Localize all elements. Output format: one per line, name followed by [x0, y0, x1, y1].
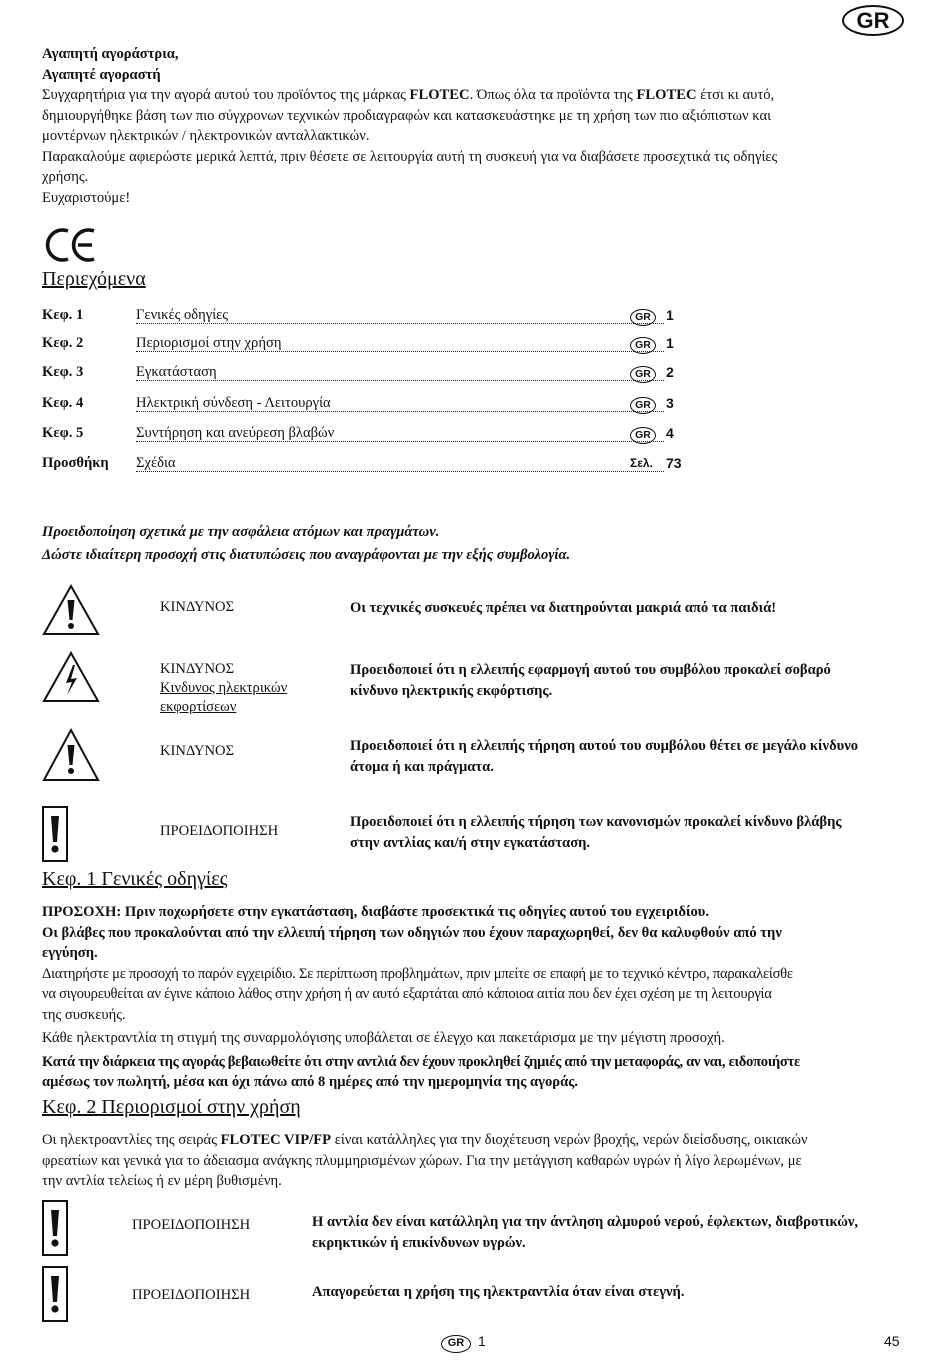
toc-page-number: 3: [666, 395, 674, 411]
toc-page-number: 1: [666, 307, 674, 323]
warning-text: [312, 1212, 912, 1253]
warning-triangle-icon: [42, 728, 100, 782]
safety-text-line: άτομα ή και πράγματα.: [350, 758, 494, 775]
toc-row[interactable]: [42, 425, 702, 447]
warning-text-line: Η αντλία δεν είναι κατάλληλη για την άντληση αλμυρού νερού, έφλεκτων, διαβροτικών,: [312, 1214, 859, 1230]
intro-text: Συγχαρητήρια για την αγορά αυτού του προϊόντος της μάρκας: [42, 87, 410, 103]
chapter-1-warning: Οι βλάβες που προκαλούνται από την ελλειπή τήρηση των οδηγιών που έχουν παραχωρηθεί, δεν θα καλυφθούν από την: [42, 924, 782, 941]
safety-text-line: Προειδοποιεί ότι η ελλειπής τήρηση των κανονισμών προκαλεί κίνδυνο βλάβης: [350, 814, 842, 830]
toc-page-number: 4: [666, 425, 674, 441]
exclamation-box-icon: [42, 1200, 68, 1256]
intro-line-2: δημιουργήθηκε βάση των πιο σύγχρονων τεχνικών προδιαγραφών και κατασκευάστηκε με τη χρήση των πιο αξιόπιστων και: [42, 107, 772, 124]
toc-chapter-number: Κεφ. 1: [42, 307, 84, 323]
language-badge: GR: [842, 5, 904, 36]
footer-section-page: 1: [478, 1333, 486, 1349]
toc-chapter-title: Περιορισμοί στην χρήση: [136, 335, 282, 351]
chapter-1-paragraph: της συσκευής.: [42, 1006, 126, 1023]
warning-text: Απαγορεύεται η χρήση της ηλεκτραντλία όταν είναι στεγνή.: [312, 1284, 685, 1300]
safety-text-line: Προειδοποιεί ότι η ελλειπής εφαρμογή αυτού του συμβόλου προκαλεί σοβαρό: [350, 662, 831, 678]
safety-text: [350, 660, 910, 701]
warning-triangle-icon: [42, 584, 100, 636]
intro-text: . Όπως όλα τα προϊόντα της: [469, 87, 637, 103]
toc-row[interactable]: [42, 335, 702, 357]
toc-page-label: Σελ.: [630, 456, 653, 470]
chapter-1-paragraph: Διατηρήστε με προσοχή το παρόν εγχειρίδιο. Σε περίπτωση προβλημάτων, πριν μπείτε σε επαφή με το τεχνικό κέντρο, παρακαλείσθε: [42, 965, 793, 982]
toc-chapter-number: Κεφ. 4: [42, 395, 84, 411]
safety-text: [350, 736, 910, 777]
toc-row[interactable]: [42, 307, 702, 329]
intro-line-5: χρήσης.: [42, 169, 89, 185]
footer-language-badge: GR: [441, 1335, 471, 1353]
intro-text: έτσι κι αυτό,: [696, 87, 775, 103]
chapter-1-warning: εγγύηση.: [42, 945, 98, 961]
intro: [42, 44, 908, 208]
toc-chapter-number: Προσθήκη: [42, 455, 109, 471]
chapter-1-body: [42, 902, 908, 1093]
toc-language-badge: GR: [630, 309, 656, 326]
chapter-1-paragraph: να σιγουρευθείται αν έγινε κάποιο λάθος στην χρήση ή αν αυτό εξαρτάται από κάποιοα αιτία που δεν έχει σχέση με τη λειτουργία: [42, 986, 772, 1002]
toc-chapter-title: Ηλεκτρική σύνδεση - Λειτουργία: [136, 395, 331, 411]
toc-page-number: 73: [666, 455, 682, 471]
toc-chapter-number: Κεφ. 3: [42, 364, 84, 380]
intro-line-1: [42, 85, 908, 106]
electric-shock-triangle-icon: [42, 651, 100, 703]
toc-title: Περιεχόμενα: [42, 268, 146, 290]
warning-label: ΠΡΟΕΙΔΟΠΟΙΗΣΗ: [132, 1217, 251, 1233]
toc-row[interactable]: [42, 364, 702, 386]
safety-label: ΚΙΝΔΥΝΟΣ: [160, 599, 235, 615]
brand-name: FLOTEC: [636, 87, 697, 103]
safety-sublabel: Κινδυνος ηλεκτρικών: [160, 680, 288, 696]
toc-chapter-number: Κεφ. 5: [42, 425, 84, 441]
safety-intro-line-2: Δώστε ιδιαίτερη προσοχή στις διατυπώσεις που αναγράφονται με την εξής συμβολογία.: [42, 546, 571, 563]
exclamation-box-icon: [42, 806, 68, 862]
footer-page-number: 45: [884, 1333, 900, 1349]
chapter-2-paragraph: την αντλία τελείως ή εν μέρη βυθισμένη.: [42, 1173, 282, 1189]
toc-chapter-title: Σχέδια: [136, 455, 176, 471]
safety-label-title: ΚΙΝΔΥΝΟΣ: [160, 661, 235, 677]
toc-row[interactable]: [42, 395, 702, 417]
chapter-2-paragraph: [42, 1130, 908, 1151]
chapter-2-paragraph: φρεατίων και γενικά για το άδειασμα ανάγκης πλυμμηρισμένων χώρων. Για την μετάγγιση καθαρών υγρών ή λίγο λερωμένων, με: [42, 1152, 802, 1169]
intro-line-4: Παρακαλούμε αφιερώστε μερικά λεπτά, πριν θέσετε σε λειτουργία αυτή τη συσκευή για να διαβάσετε προσεχτικά τις οδηγίες: [42, 148, 778, 165]
safety-label: ΠΡΟΕΙΔΟΠΟΙΗΣΗ: [160, 823, 279, 839]
toc-chapter-title: Συντήρηση και ανεύρεση βλαβών: [136, 425, 335, 441]
chapter-1-warning: Κατά την διάρκεια της αγοράς βεβαιωθείτε ότι στην αντλιά δεν έχουν προκληθεί ζημιές από την μεταφοράς, αν ναι, ειδοποιήστε: [42, 1053, 800, 1070]
safety-text-line: κίνδυνο ηλεκτρικής εκφόρτισης.: [350, 682, 553, 699]
safety-intro-line-1: Προειδοποίηση σχετικά με την ασφάλεια ατόμων και πραγμάτων.: [42, 524, 440, 540]
toc-language-badge: GR: [630, 427, 656, 444]
safety-label: ΚΙΝΔΥΝΟΣ: [160, 743, 235, 759]
product-series: FLOTEC VIP/FP: [220, 1132, 332, 1148]
safety-text: [350, 812, 910, 853]
safety-text-line: Προειδοποιεί ότι η ελλειπής τήρηση αυτού του συμβόλου θέτει σε μεγάλο κίνδυνο: [350, 738, 859, 754]
safety-text-line: στην αντλίας και/ή στην εγκατάσταση.: [350, 834, 591, 851]
safety-intro: [42, 522, 908, 565]
warning-text-line: εκρηκτικών ή επικίνδυνων υγρών.: [312, 1234, 526, 1251]
chapter-1-paragraph: Κάθε ηλεκτραντλία τη στιγμή της συναρμολόγισης υποβάλεται σε έλεγχο και πακετάρισμα με την μέγιστη προσοχή.: [42, 1030, 725, 1046]
exclamation-box-icon: [42, 1266, 68, 1322]
toc-page-number: 2: [666, 364, 674, 380]
brand-name: FLOTEC: [409, 87, 470, 103]
toc-page-number: 1: [666, 335, 674, 351]
toc-language-badge: GR: [630, 337, 656, 354]
greeting-2: Αγαπητέ αγοραστή: [42, 66, 161, 83]
greeting-1: Αγαπητή αγοράστρια,: [42, 46, 179, 62]
warning-label: ΠΡΟΕΙΔΟΠΟΙΗΣΗ: [132, 1287, 251, 1303]
toc-chapter-number: Κεφ. 2: [42, 335, 84, 351]
toc-language-badge: GR: [630, 366, 656, 383]
toc-chapter-title: Εγκατάσταση: [136, 364, 217, 380]
chapter-1-title: Κεφ. 1 Γενικές οδηγίες: [42, 868, 228, 890]
chapter-2-body: [42, 1130, 908, 1192]
intro-thanks: Ευχαριστούμε!: [42, 189, 131, 206]
safety-label: [160, 660, 287, 717]
chapter-1-warning: αμέσως τον πωλητή, μέσα και όχι πάνω από 8 ημέρες από την ημερομηνία της αγοράς.: [42, 1074, 579, 1090]
toc-chapter-title: Γενικές οδηγίες: [136, 307, 229, 323]
intro-line-3: μοντέρνων ηλεκτρικών / ηλεκτρονικών ανταλλακτικών.: [42, 128, 370, 144]
safety-text: Οι τεχνικές συσκευές πρέπει να διατηρούνται μακριά από τα παιδιά!: [350, 600, 777, 616]
safety-sublabel: εκφορτίσεων: [160, 699, 237, 715]
ce-mark-icon: [44, 228, 100, 262]
chapter-2-title: Κεφ. 2 Περιορισμοί στην χρήση: [42, 1096, 301, 1118]
chapter-2-text: είναι κατάλληλες για την διοχέτευση νερών βροχής, νερών διείσδυσης, οικιακών: [331, 1132, 808, 1148]
toc-language-badge: GR: [630, 397, 656, 414]
chapter-1-warning: ΠΡΟΣΟΧΗ: Πριν ποχωρήσετε στην εγκατάσταση, διαβάστε προσεκτικά τις οδηγίες αυτού του εγχειριδίου.: [42, 904, 710, 920]
toc-row[interactable]: [42, 455, 702, 477]
chapter-2-text: Οι ηλεκτροαντλίες της σειράς: [42, 1132, 221, 1148]
